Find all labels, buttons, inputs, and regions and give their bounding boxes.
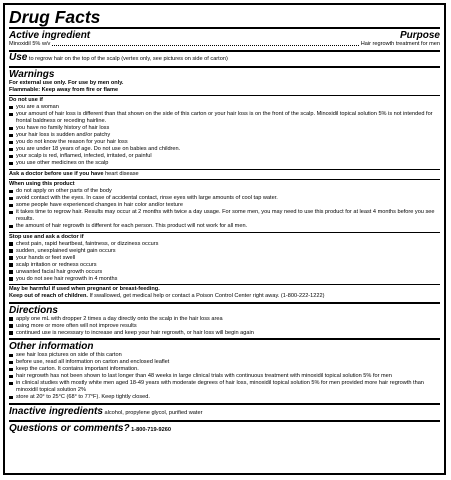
pregnancy-warning: May be harmful if used when pregnant or breast-feeding.: [9, 286, 160, 292]
active-ingredient-name: Minoxidil 5% w/v: [9, 41, 51, 47]
list-item: unwanted facial hair growth occurs: [9, 269, 440, 276]
list-item: you do not see hair regrowth in 4 months: [9, 276, 440, 283]
stop-use-list: [9, 241, 440, 283]
list-item: some people have experienced changes in hair color and/or texture: [9, 202, 440, 209]
inactive-ingredients-heading: Inactive ingredients: [9, 405, 103, 417]
inactive-ingredients-text: alcohol, propylene glycol, purified water: [104, 409, 203, 416]
list-item: you do not know the reason for your hair loss: [9, 139, 440, 146]
active-ingredient-section: [9, 27, 440, 50]
when-using-section: [9, 179, 440, 232]
purpose-heading: Purpose: [399, 30, 440, 41]
list-item: your scalp is red, inflamed, infected, irritated, or painful: [9, 153, 440, 160]
flammable-warning: Flammable: Keep away from fire or flame: [9, 86, 119, 93]
stop-use-heading: Stop use and ask a doctor if: [9, 233, 84, 240]
use-heading: Use: [9, 51, 28, 63]
ask-doctor-section: [9, 169, 440, 180]
questions-section: [9, 420, 440, 437]
use-section: [9, 50, 440, 66]
list-item: hair regrowth has not been shown to last longer than 48 weeks in large clinical trials with continuous treatment with minoxidil topical solution 5% for men: [9, 373, 440, 380]
list-item: your hair loss is sudden and/or patchy: [9, 132, 440, 139]
questions-heading: Questions or comments?: [9, 422, 130, 434]
list-item: scalp irritation or redness occurs: [9, 262, 440, 269]
active-ingredient-row: [9, 41, 440, 48]
list-item: continued use is necessary to increase and keep your hair regrowth, or hair loss will begin again: [9, 330, 440, 337]
list-item: you have no family history of hair loss: [9, 125, 440, 132]
ask-doctor-text: heart disease: [105, 170, 139, 177]
list-item: using more or more often will not improve results: [9, 323, 440, 330]
directions-list: [9, 316, 440, 337]
active-ingredient-purpose: Hair regrowth treatment for men: [360, 41, 440, 47]
list-item: you use other medicines on the scalp: [9, 160, 440, 167]
warnings-section: [9, 66, 440, 96]
list-item: sudden, unexplained weight gain occurs: [9, 248, 440, 255]
list-item: in clinical studies with mostly white men aged 18-49 years with moderate degrees of hair loss, minoxidil topical solution 5% for men provided more hair regrowth than minoxidil topical solution 2%: [9, 380, 440, 394]
list-item: the amount of hair regrowth is different for each person. This product will not work for all men.: [9, 223, 440, 230]
when-using-heading: When using this product: [9, 181, 75, 187]
do-not-use-section: [9, 95, 440, 169]
drug-facts-title: Drug Facts: [9, 7, 101, 27]
list-item: chest pain, rapid heartbeat, faintness, or dizziness occurs: [9, 241, 440, 248]
drug-facts-content: [9, 8, 440, 470]
drug-facts-panel: [3, 3, 446, 475]
do-not-use-list: [9, 104, 440, 167]
questions-phone: 1-800-719-9260: [131, 426, 171, 433]
other-information-heading: Other information: [9, 341, 94, 352]
leader-dots: [52, 45, 358, 46]
list-item: store at 20° to 25°C (68° to 77°F). Keep tightly closed.: [9, 394, 440, 401]
list-item: you are a woman: [9, 104, 440, 111]
list-item: do not apply on other parts of the body: [9, 188, 440, 195]
other-information-section: [9, 338, 440, 403]
list-item: avoid contact with the eyes. In case of accidental contact, rinse eyes with large amounts of cool tap water.: [9, 195, 440, 202]
list-item: it takes time to regrow hair. Results may occur at 2 months with twice a day usage. For some men, you may need to use this product for at least 4 months before you see results.: [9, 209, 440, 223]
when-using-list: [9, 188, 440, 230]
list-item: see hair loss pictures on side of this carton: [9, 352, 440, 359]
warnings-heading: Warnings: [9, 68, 55, 80]
inactive-ingredients-section: [9, 403, 440, 420]
do-not-use-heading: Do not use if: [9, 97, 43, 103]
stop-use-section: [9, 232, 440, 285]
directions-heading: Directions: [9, 304, 58, 316]
list-item: your hands or feet swell: [9, 255, 440, 262]
ask-doctor-heading: Ask a doctor before use if you have: [9, 170, 104, 177]
list-item: apply one mL with dropper 2 times a day directly onto the scalp in the hair loss area: [9, 316, 440, 323]
active-ingredient-heading: Active ingredient: [9, 30, 91, 41]
keep-out-heading: Keep out of reach of children.: [9, 293, 88, 299]
list-item: before use, read all information on carton and enclosed leaflet: [9, 359, 440, 366]
list-item: your amount of hair loss is different than that shown on the side of this carton or your hair loss is on the front of the scalp. Minoxidil topical solution 5% is not intended for frontal baldness or receding hairline.: [9, 111, 440, 125]
list-item: you are under 18 years of age. Do not use on babies and children.: [9, 146, 440, 153]
list-item: keep the carton. It contains important information.: [9, 366, 440, 373]
external-use-warning: For external use only. For use by men only.: [9, 79, 124, 86]
use-text: to regrow hair on the top of the scalp (vertex only, see pictures on side of carton): [28, 55, 228, 62]
keep-out-text: If swallowed, get medical help or contact a Poison Control Center right away. (1-800-222-1222): [89, 293, 325, 299]
pregnancy-children-section: [9, 284, 440, 302]
directions-section: [9, 302, 440, 339]
other-information-list: [9, 352, 440, 401]
